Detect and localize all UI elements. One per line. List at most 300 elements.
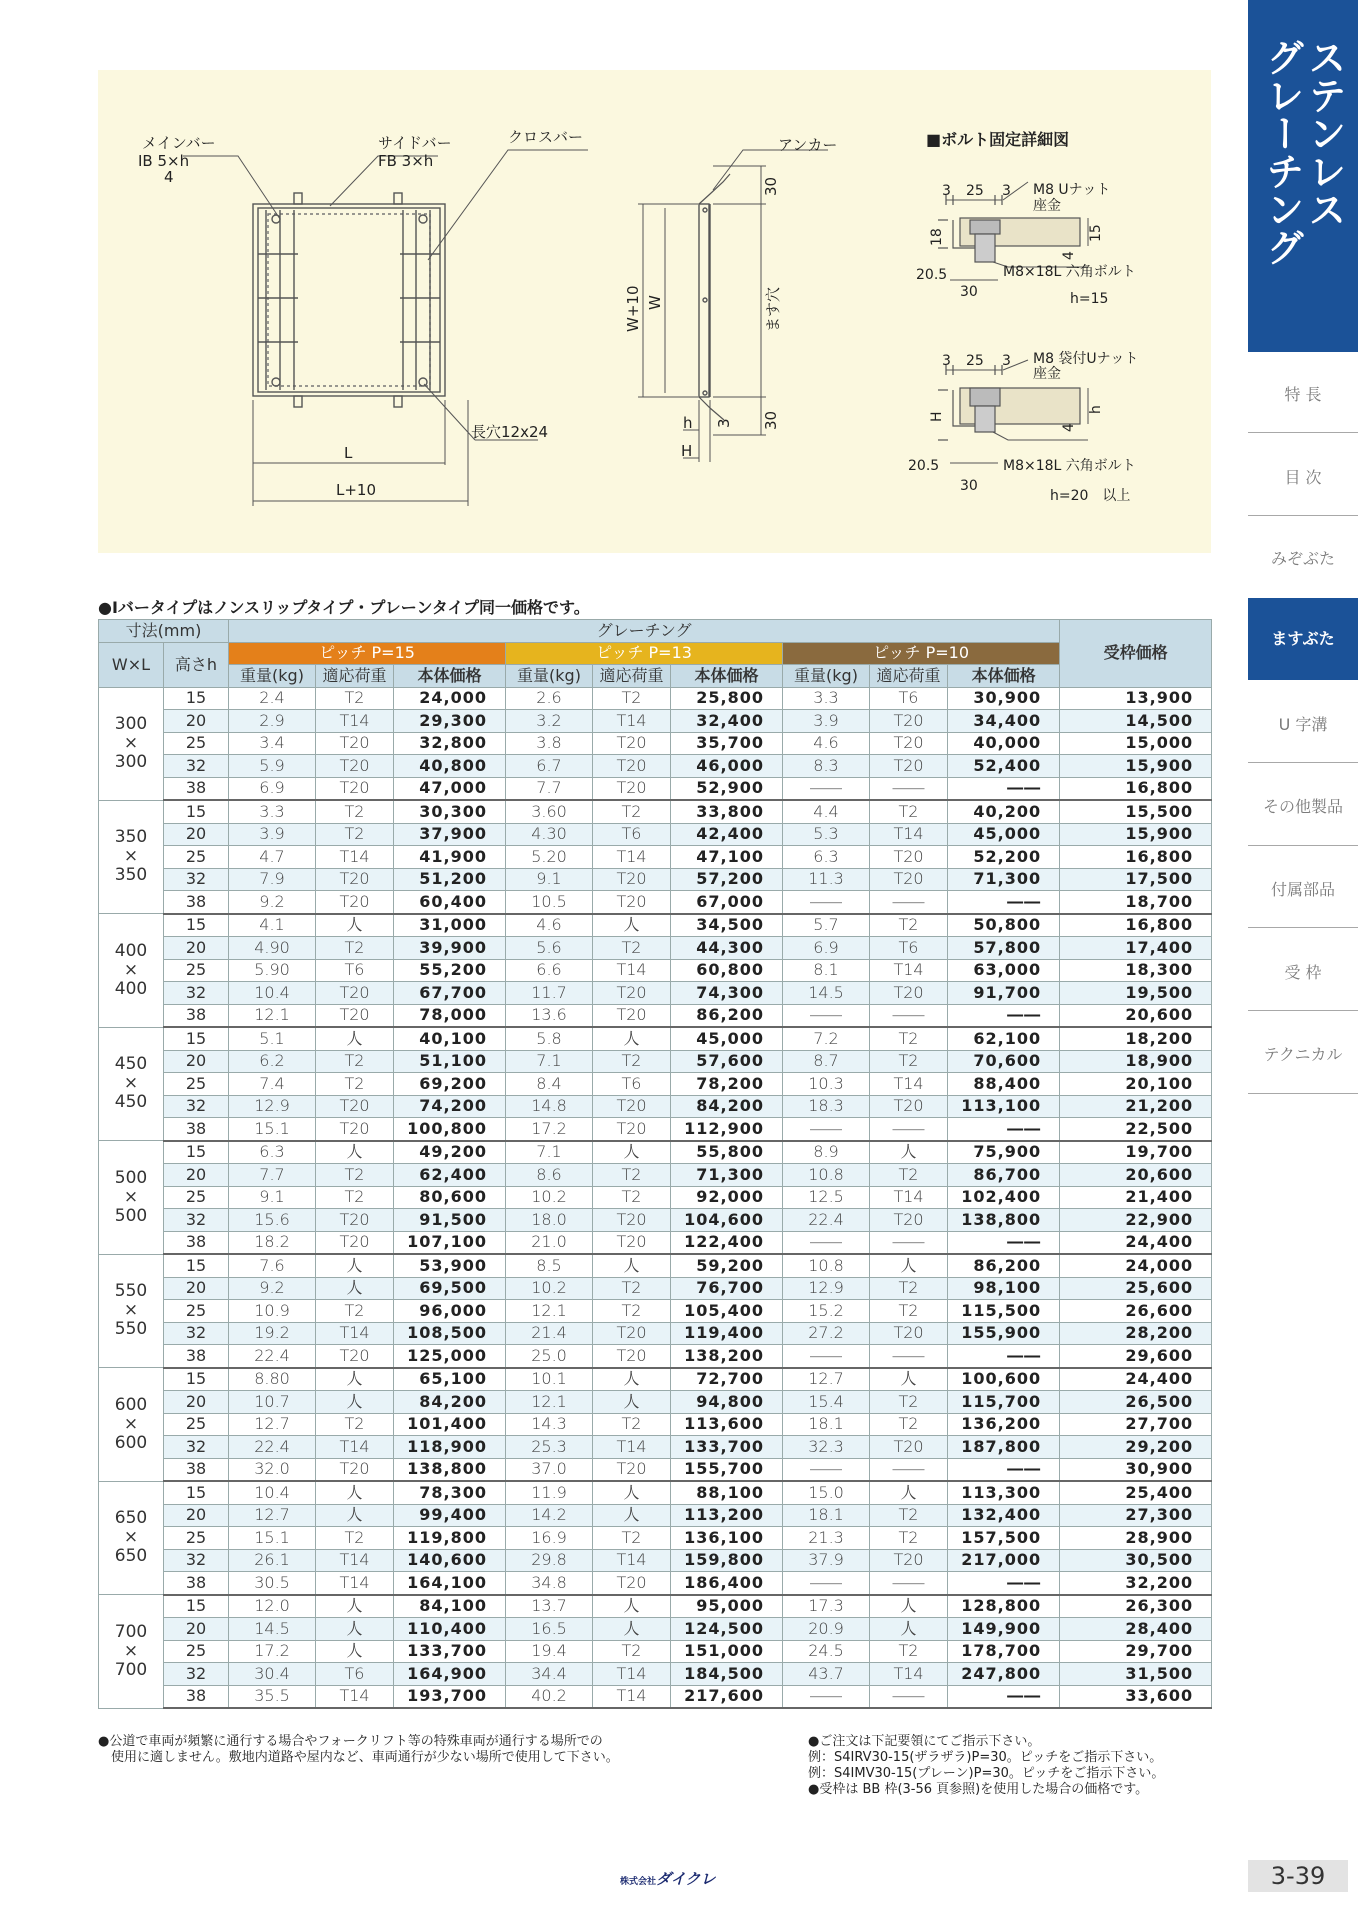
- header-weight: 重量(kg): [506, 665, 593, 688]
- height-cell: 38: [164, 891, 229, 914]
- price-cell: 62,400: [394, 1164, 506, 1187]
- price-cell: 69,500: [394, 1277, 506, 1300]
- load-cell: 人: [593, 1027, 671, 1050]
- dim-h: h: [683, 414, 693, 432]
- frame-price-cell: 21,200: [1060, 1095, 1212, 1118]
- load-cell: 人: [593, 1618, 671, 1641]
- price-cell: ――: [948, 1004, 1060, 1027]
- price-cell: 24,000: [394, 687, 506, 710]
- weight-cell: 8.1: [783, 959, 870, 982]
- height-cell: 25: [164, 1073, 229, 1096]
- weight-cell: 43.7: [783, 1663, 870, 1686]
- price-cell: 92,000: [671, 1186, 783, 1209]
- height-cell: 15: [164, 1595, 229, 1618]
- load-cell: 人: [316, 1618, 394, 1641]
- table-row: [99, 937, 1212, 960]
- frame-price-cell: 17,500: [1060, 868, 1212, 891]
- load-cell: T2: [870, 1640, 948, 1663]
- lower-dH: H: [929, 411, 945, 422]
- load-cell: 人: [316, 1595, 394, 1618]
- load-cell: 人: [593, 1504, 671, 1527]
- upper-d15: 15: [1088, 224, 1104, 242]
- weight-cell: 15.1: [229, 1527, 316, 1550]
- price-cell: 49,200: [394, 1141, 506, 1164]
- sidebar-item-frame[interactable]: 受 枠: [1284, 963, 1322, 982]
- weight-cell: 25.3: [506, 1436, 593, 1459]
- frame-price-cell: 21,400: [1060, 1186, 1212, 1209]
- weight-cell: ――: [783, 1345, 870, 1368]
- upper-d18: 18: [929, 228, 945, 246]
- weight-cell: 6.9: [783, 937, 870, 960]
- weight-cell: ――: [783, 1458, 870, 1481]
- weight-cell: 13.6: [506, 1004, 593, 1027]
- height-cell: 20: [164, 1277, 229, 1300]
- note-right-1: ●ご注文は下記要領にてご指示下さい。: [808, 1734, 1041, 1749]
- sidebar-item-pit-cover[interactable]: ますぶた: [1248, 598, 1358, 680]
- weight-cell: 3.2: [506, 710, 593, 733]
- frame-price-cell: 18,900: [1060, 1050, 1212, 1073]
- table-row: [99, 732, 1212, 755]
- load-cell: T20: [593, 1231, 671, 1254]
- sidebar-item-gutter-cover[interactable]: みぞぶた: [1270, 549, 1335, 568]
- header-pitch-13: ピッチ P=13: [506, 642, 783, 665]
- sidebar-item-features[interactable]: 特 長: [1284, 385, 1322, 404]
- table-row: [99, 1073, 1212, 1096]
- bolt-detail-title: ■ボルト固定詳細図: [926, 130, 1070, 149]
- price-cell: 94,800: [671, 1391, 783, 1414]
- size-text: 650: [114, 1546, 148, 1567]
- load-cell: T20: [316, 868, 394, 891]
- frame-price-cell: 31,500: [1060, 1663, 1212, 1686]
- load-cell: ――: [870, 1685, 948, 1708]
- weight-cell: 9.2: [229, 891, 316, 914]
- price-cell: 35,700: [671, 732, 783, 755]
- company-prefix: 株式会社: [620, 1877, 657, 1887]
- weight-cell: 10.2: [506, 1186, 593, 1209]
- size-text: ×: [123, 1300, 139, 1321]
- price-cell: 136,200: [948, 1413, 1060, 1436]
- height-cell: 25: [164, 1413, 229, 1436]
- dim-w: W: [646, 295, 664, 310]
- price-cell: 105,400: [671, 1300, 783, 1323]
- header-frame-price: 受枠価格: [1060, 620, 1212, 688]
- table-header: [99, 620, 1212, 688]
- opening-label: ます穴: [764, 286, 782, 332]
- weight-cell: 12.1: [506, 1391, 593, 1414]
- frame-price-cell: 28,200: [1060, 1322, 1212, 1345]
- table-row: [99, 868, 1212, 891]
- weight-cell: 5.7: [783, 914, 870, 937]
- weight-cell: 3.60: [506, 800, 593, 823]
- weight-cell: 15.1: [229, 1118, 316, 1141]
- table-row: [99, 1618, 1212, 1641]
- weight-cell: 19.4: [506, 1640, 593, 1663]
- size-text: 450: [114, 1054, 148, 1075]
- price-cell: 55,800: [671, 1141, 783, 1164]
- frame-price-cell: 29,700: [1060, 1640, 1212, 1663]
- weight-cell: 21.4: [506, 1322, 593, 1345]
- weight-cell: 10.9: [229, 1300, 316, 1323]
- price-cell: 151,000: [671, 1640, 783, 1663]
- table-row: [99, 1458, 1212, 1481]
- load-cell: T20: [593, 891, 671, 914]
- load-cell: T20: [316, 732, 394, 755]
- size-cell: [99, 1368, 164, 1482]
- frame-price-cell: 18,700: [1060, 891, 1212, 914]
- size-text: ×: [123, 959, 139, 980]
- load-cell: T20: [316, 1004, 394, 1027]
- price-cell: 52,200: [948, 846, 1060, 869]
- load-cell: T2: [870, 1164, 948, 1187]
- price-cell: ――: [948, 1118, 1060, 1141]
- weight-cell: ――: [783, 1118, 870, 1141]
- header-pitch-15: ピッチ P=15: [229, 642, 506, 665]
- sidebar-item-other[interactable]: その他製品: [1262, 797, 1343, 816]
- weight-cell: ――: [783, 1004, 870, 1027]
- frame-price-cell: 20,100: [1060, 1073, 1212, 1096]
- weight-cell: 4.7: [229, 846, 316, 869]
- table-row: [99, 687, 1212, 710]
- load-cell: T20: [593, 732, 671, 755]
- weight-cell: ――: [783, 777, 870, 800]
- height-cell: 38: [164, 1572, 229, 1595]
- side-bar-label: サイドバー: [378, 134, 452, 152]
- price-cell: 96,000: [394, 1300, 506, 1323]
- sidebar-item-technical[interactable]: テクニカル: [1263, 1045, 1343, 1064]
- price-cell: 34,500: [671, 914, 783, 937]
- load-cell: T2: [593, 1277, 671, 1300]
- slot-label: 長穴12x24: [471, 423, 549, 441]
- height-cell: 38: [164, 1231, 229, 1254]
- note-right-3: 例：S4IMV30-15(プレーン)P=30。ピッチをご指示下さい。: [808, 1766, 1165, 1781]
- weight-cell: 9.1: [229, 1186, 316, 1209]
- price-cell: 32,800: [394, 732, 506, 755]
- weight-cell: 2.9: [229, 710, 316, 733]
- weight-cell: 18.2: [229, 1231, 316, 1254]
- weight-cell: 15.0: [783, 1481, 870, 1504]
- price-cell: 138,200: [671, 1345, 783, 1368]
- table-row: [99, 846, 1212, 869]
- price-cell: 184,500: [671, 1663, 783, 1686]
- frame-price-cell: 22,900: [1060, 1209, 1212, 1232]
- load-cell: T2: [316, 800, 394, 823]
- load-cell: T20: [316, 755, 394, 778]
- size-text: ×: [123, 1073, 139, 1094]
- load-cell: T2: [593, 937, 671, 960]
- table-row: [99, 1027, 1212, 1050]
- type-notice: ●Iバータイプはノンスリップタイプ・プレーンタイプ同一価格です。: [98, 598, 590, 617]
- load-cell: T20: [870, 1549, 948, 1572]
- load-cell: T2: [316, 1413, 394, 1436]
- table-row: [99, 959, 1212, 982]
- weight-cell: 34.8: [506, 1572, 593, 1595]
- load-cell: T20: [870, 732, 948, 755]
- weight-cell: 12.9: [783, 1277, 870, 1300]
- frame-price-cell: 32,200: [1060, 1572, 1212, 1595]
- price-cell: 113,100: [948, 1095, 1060, 1118]
- height-cell: 25: [164, 732, 229, 755]
- load-cell: T20: [593, 1572, 671, 1595]
- price-cell: 62,100: [948, 1027, 1060, 1050]
- upper-d3: 3: [1002, 183, 1011, 199]
- sidebar-divider: [1248, 515, 1358, 516]
- load-cell: T20: [593, 777, 671, 800]
- load-cell: T14: [593, 710, 671, 733]
- weight-cell: 3.4: [229, 732, 316, 755]
- weight-cell: 10.5: [506, 891, 593, 914]
- price-cell: 107,100: [394, 1231, 506, 1254]
- load-cell: 人: [593, 1141, 671, 1164]
- price-cell: 110,400: [394, 1618, 506, 1641]
- weight-cell: 3.9: [783, 710, 870, 733]
- load-cell: T6: [316, 959, 394, 982]
- frame-price-cell: 24,400: [1060, 1368, 1212, 1391]
- table-row: [99, 823, 1212, 846]
- sidebar-item-u-ditch[interactable]: U 字溝: [1278, 715, 1328, 734]
- table-row: [99, 1118, 1212, 1141]
- anchor-label: アンカー: [778, 136, 838, 154]
- price-cell: 99,400: [394, 1504, 506, 1527]
- upper-d4: 4: [1061, 251, 1077, 260]
- height-cell: 25: [164, 1640, 229, 1663]
- price-cell: 149,900: [948, 1618, 1060, 1641]
- load-cell: 人: [870, 1368, 948, 1391]
- weight-cell: 14.3: [506, 1413, 593, 1436]
- weight-cell: 10.1: [506, 1368, 593, 1391]
- dim-30-top: 30: [762, 176, 780, 196]
- price-cell: 102,400: [948, 1186, 1060, 1209]
- table-row: [99, 1277, 1212, 1300]
- height-cell: 15: [164, 800, 229, 823]
- table-row: [99, 1095, 1212, 1118]
- price-cell: 122,400: [671, 1231, 783, 1254]
- load-cell: T2: [593, 1300, 671, 1323]
- price-cell: 178,700: [948, 1640, 1060, 1663]
- load-cell: T20: [316, 1458, 394, 1481]
- frame-price-cell: 14,500: [1060, 710, 1212, 733]
- size-text: 550: [114, 1319, 148, 1340]
- price-cell: 57,800: [948, 937, 1060, 960]
- size-text: ×: [123, 846, 139, 867]
- load-cell: T2: [593, 800, 671, 823]
- load-cell: 人: [593, 1368, 671, 1391]
- weight-cell: 10.3: [783, 1073, 870, 1096]
- weight-cell: 7.6: [229, 1254, 316, 1277]
- weight-cell: 13.7: [506, 1595, 593, 1618]
- frame-price-cell: 16,800: [1060, 914, 1212, 937]
- price-cell: 140,600: [394, 1549, 506, 1572]
- load-cell: T2: [316, 823, 394, 846]
- header-wl: W×L: [99, 642, 164, 687]
- frame-price-cell: 29,200: [1060, 1436, 1212, 1459]
- price-cell: ――: [948, 777, 1060, 800]
- weight-cell: 12.7: [229, 1413, 316, 1436]
- load-cell: T2: [870, 1277, 948, 1300]
- weight-cell: 10.4: [229, 982, 316, 1005]
- price-cell: 30,900: [948, 687, 1060, 710]
- load-cell: 人: [870, 1141, 948, 1164]
- height-cell: 38: [164, 1118, 229, 1141]
- weight-cell: 25.0: [506, 1345, 593, 1368]
- table-row: [99, 1300, 1212, 1323]
- table-row: [99, 1685, 1212, 1708]
- frame-price-cell: 15,500: [1060, 800, 1212, 823]
- frame-price-cell: 20,600: [1060, 1164, 1212, 1187]
- load-cell: T14: [593, 1436, 671, 1459]
- weight-cell: 10.4: [229, 1481, 316, 1504]
- frame-price-cell: 20,600: [1060, 1004, 1212, 1027]
- size-cell: [99, 1141, 164, 1255]
- lower-d2: 25: [966, 353, 984, 369]
- frame-price-cell: 26,500: [1060, 1391, 1212, 1414]
- weight-cell: 12.5: [783, 1186, 870, 1209]
- lower-d3: 3: [1002, 353, 1011, 369]
- load-cell: 人: [870, 1595, 948, 1618]
- load-cell: ――: [870, 777, 948, 800]
- load-cell: T2: [870, 1391, 948, 1414]
- table-row: [99, 1504, 1212, 1527]
- weight-cell: 5.6: [506, 937, 593, 960]
- company-logo: [620, 1868, 715, 1889]
- price-cell: 133,700: [671, 1436, 783, 1459]
- weight-cell: 5.90: [229, 959, 316, 982]
- header-load: 適応荷重: [870, 665, 948, 688]
- load-cell: T14: [593, 1549, 671, 1572]
- load-cell: T20: [316, 1118, 394, 1141]
- load-cell: T20: [593, 982, 671, 1005]
- price-cell: 113,300: [948, 1481, 1060, 1504]
- table-row: [99, 777, 1212, 800]
- height-cell: 32: [164, 1436, 229, 1459]
- price-cell: 53,900: [394, 1254, 506, 1277]
- header-price: 本体価格: [948, 665, 1060, 688]
- weight-cell: 35.5: [229, 1685, 316, 1708]
- table-row: [99, 1345, 1212, 1368]
- size-cell: [99, 800, 164, 914]
- price-cell: 40,000: [948, 732, 1060, 755]
- load-cell: 人: [593, 914, 671, 937]
- weight-cell: 18.1: [783, 1413, 870, 1436]
- price-cell: 67,000: [671, 891, 783, 914]
- price-cell: 88,100: [671, 1481, 783, 1504]
- weight-cell: 12.7: [783, 1368, 870, 1391]
- height-cell: 15: [164, 687, 229, 710]
- weight-cell: 8.5: [506, 1254, 593, 1277]
- price-cell: ――: [948, 1685, 1060, 1708]
- weight-cell: ――: [783, 1231, 870, 1254]
- load-cell: 人: [316, 914, 394, 937]
- weight-cell: 16.9: [506, 1527, 593, 1550]
- size-text: ×: [123, 1413, 139, 1434]
- table-row: [99, 1254, 1212, 1277]
- price-cell: 30,300: [394, 800, 506, 823]
- sidebar: [1248, 0, 1358, 1920]
- upper-hcond: h=15: [1070, 291, 1109, 307]
- weight-cell: 6.7: [506, 755, 593, 778]
- sidebar-item-contents[interactable]: 目 次: [1284, 468, 1322, 487]
- dim-H: H: [681, 442, 693, 460]
- load-cell: T6: [593, 1073, 671, 1096]
- height-cell: 25: [164, 1186, 229, 1209]
- load-cell: T2: [316, 1300, 394, 1323]
- price-cell: 74,300: [671, 982, 783, 1005]
- weight-cell: 6.9: [229, 777, 316, 800]
- price-cell: 217,600: [671, 1685, 783, 1708]
- weight-cell: 4.30: [506, 823, 593, 846]
- weight-cell: 4.6: [783, 732, 870, 755]
- weight-cell: 10.8: [783, 1164, 870, 1187]
- price-cell: 78,000: [394, 1004, 506, 1027]
- load-cell: 人: [870, 1481, 948, 1504]
- price-cell: 37,900: [394, 823, 506, 846]
- load-cell: T14: [593, 959, 671, 982]
- load-cell: 人: [316, 1391, 394, 1414]
- height-cell: 20: [164, 1050, 229, 1073]
- load-cell: T2: [593, 1186, 671, 1209]
- price-cell: 70,600: [948, 1050, 1060, 1073]
- frame-price-cell: 15,900: [1060, 755, 1212, 778]
- price-cell: 84,200: [394, 1391, 506, 1414]
- weight-cell: 4.6: [506, 914, 593, 937]
- load-cell: ――: [870, 1004, 948, 1027]
- weight-cell: 7.4: [229, 1073, 316, 1096]
- price-cell: 45,000: [671, 1027, 783, 1050]
- price-cell: 76,700: [671, 1277, 783, 1300]
- price-cell: 42,400: [671, 823, 783, 846]
- height-cell: 38: [164, 1458, 229, 1481]
- price-cell: 91,700: [948, 982, 1060, 1005]
- weight-cell: 29.8: [506, 1549, 593, 1572]
- load-cell: T2: [593, 1527, 671, 1550]
- price-cell: 88,400: [948, 1073, 1060, 1096]
- weight-cell: 3.3: [783, 687, 870, 710]
- sidebar-item-accessories[interactable]: 付属部品: [1270, 880, 1335, 899]
- height-cell: 38: [164, 1345, 229, 1368]
- height-cell: 32: [164, 1322, 229, 1345]
- load-cell: 人: [316, 1254, 394, 1277]
- table-row: [99, 1640, 1212, 1663]
- price-cell: 138,800: [394, 1458, 506, 1481]
- frame-price-cell: 30,500: [1060, 1549, 1212, 1572]
- price-cell: 72,700: [671, 1368, 783, 1391]
- price-cell: 25,800: [671, 687, 783, 710]
- price-cell: 91,500: [394, 1209, 506, 1232]
- load-cell: T20: [870, 710, 948, 733]
- weight-cell: 7.7: [229, 1164, 316, 1187]
- price-table: [98, 619, 1212, 1709]
- load-cell: T14: [870, 1186, 948, 1209]
- height-cell: 25: [164, 1527, 229, 1550]
- main-bar-spec: IB 5×h: [138, 152, 190, 170]
- weight-cell: 6.6: [506, 959, 593, 982]
- height-cell: 25: [164, 1300, 229, 1323]
- price-cell: 193,700: [394, 1685, 506, 1708]
- weight-cell: 4.90: [229, 937, 316, 960]
- dim-three: 3: [715, 418, 733, 428]
- table-row: [99, 710, 1212, 733]
- frame-price-cell: 19,700: [1060, 1141, 1212, 1164]
- weight-cell: 17.2: [229, 1640, 316, 1663]
- weight-cell: 19.2: [229, 1322, 316, 1345]
- lower-d205: 20.5: [908, 458, 940, 474]
- price-cell: 119,800: [394, 1527, 506, 1550]
- height-cell: 32: [164, 1663, 229, 1686]
- weight-cell: 4.4: [783, 800, 870, 823]
- weight-cell: 18.1: [783, 1504, 870, 1527]
- price-cell: 57,600: [671, 1050, 783, 1073]
- price-cell: 98,100: [948, 1277, 1060, 1300]
- cross-bar-label: クロスバー: [508, 128, 584, 146]
